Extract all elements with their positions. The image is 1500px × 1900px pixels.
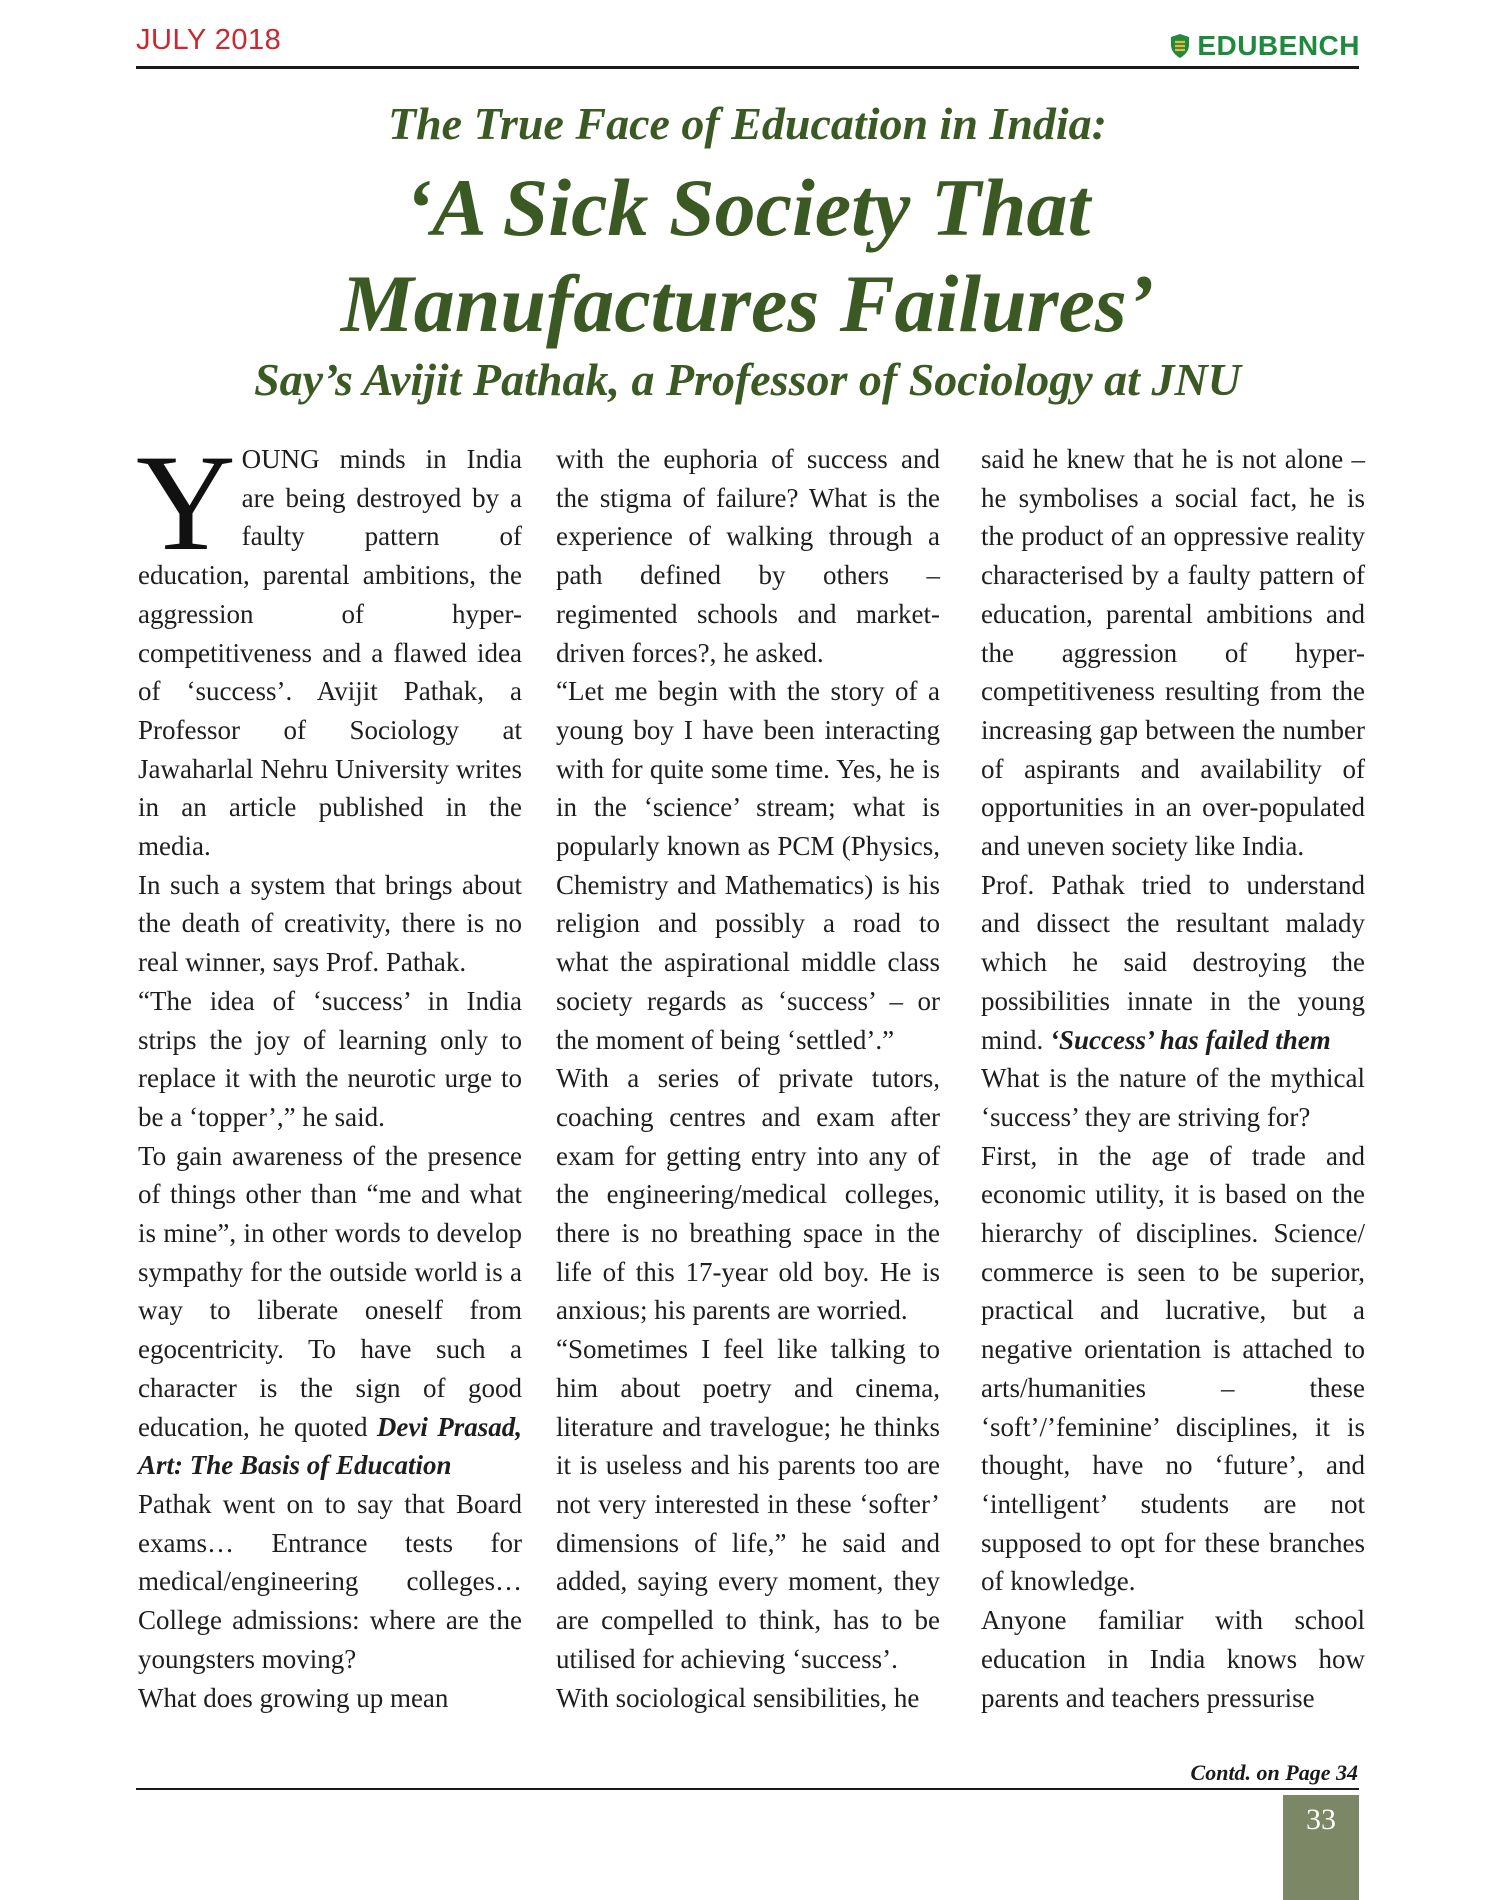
headline-title-line-2: Manufactures Failures’ <box>340 258 1155 349</box>
paragraph: “The idea of ‘success’ in India strips the joy of learning only to replace it with the neurotic urge to be a ‘topper’,” he said. <box>138 985 522 1132</box>
paragraph: Pathak went on to say that Board exams… Entrance tests for medical/engineering colleges… College admissions: where are the youngsters moving? <box>138 1488 522 1674</box>
article-column-2 <box>556 440 940 1717</box>
paragraph: What does growing up mean <box>138 1682 449 1713</box>
headline-kicker: The True Face of Education in India: <box>388 98 1107 149</box>
paragraph: Anyone familiar with school education in India knows how parents and teachers pressurise <box>981 1605 1365 1713</box>
paragraph <box>138 1137 522 1485</box>
paragraph: What is the nature of the mythical ‘success’ they are striving for? <box>981 1063 1365 1132</box>
headline-subtitle: Say’s Avijit Pathak, a Professor of Sociology at JNU <box>254 354 1241 405</box>
footer-rule <box>136 1788 1359 1790</box>
headline-title <box>136 160 1359 352</box>
drop-cap: Y <box>136 426 236 579</box>
continued-note: Contd. on Page 34 <box>1190 1760 1358 1785</box>
paragraph <box>981 866 1365 1060</box>
page-number: 33 <box>1283 1795 1359 1900</box>
paragraph <box>136 426 522 866</box>
section-subheading: ‘Success’ has failed them <box>1050 1024 1331 1055</box>
shield-icon <box>1169 33 1191 59</box>
header-rule <box>136 66 1359 69</box>
headline-title-line-1: ‘A Sick Society That <box>404 162 1091 253</box>
paragraph-text: To gain awareness of the presence of things other than “me and what is mine”, in other words to develop sympathy for the outside world is a way to liberate oneself from egocentricity. To have such a character is the sign of good education, he quoted <box>138 1140 522 1442</box>
article-column-3 <box>981 440 1365 1717</box>
paragraph: With sociological sensibilities, he <box>556 1682 920 1713</box>
issue-date: JULY 2018 <box>136 24 282 56</box>
paragraph: said he knew that he is not alone – he symbolises a social fact, he is the product of an oppressive reality characterised by a faulty pattern of education, parental ambitions and the aggression of hyper-competitiveness resulting from the increasing gap between the number of aspirants and availability of opportunities in an over-populated and uneven society like India. <box>981 444 1365 862</box>
paragraph: In such a system that brings about the death of creativity, there is no real winner, says Prof. Pathak. <box>138 869 522 978</box>
paragraph: With a series of private tutors, coaching centres and exam after exam for getting entry into any of the engineering/medical colleges, there is no breathing space in the life of this 17-year old boy. He is anxious; his parents are worried. <box>556 1063 940 1326</box>
paragraph: “Sometimes I feel like talking to him about poetry and cinema, literature and travelogue; he thinks it is useless and his parents too are not very interested in these ‘softer’ dimensions of life,” he said and added, saying every moment, they are compelled to think, has to be utilised for achieving ‘success’. <box>556 1334 940 1674</box>
article-column-1 <box>136 426 522 1717</box>
paragraph: “Let me begin with the story of a young boy I have been interacting with for quite some time. Yes, he is in the ‘science’ stream; what is popularly known as PCM (Physics, Chemistry and Mathematics) is his religion and possibly a road to what the aspirational middle class society regards as ‘success’ – or the moment of being ‘settled’.” <box>556 676 940 1055</box>
paragraph-text: Prof. Pathak tried to understand and dissect the resultant malady which he said destroying the possibilities innate in the young mind. <box>981 869 1365 1055</box>
logo-text: EDUBENCH <box>1197 30 1360 61</box>
paragraph-text: OUNG minds in India are being destroyed by a faulty pattern of education, parental ambitions, the aggression of hyper-competitiveness and a flawed idea of ‘success’. Avijit Pathak, a Professor of Sociology at Jawaharlal Nehru University writes in an article published in the media. <box>138 444 522 862</box>
paragraph: First, in the age of trade and economic utility, it is based on the hierarchy of disciplines. Science/ commerce is seen to be superior, practical and lucrative, but a negative orientation is attached to arts/humanities – these ‘soft’/’feminine’ disciplines, it is thought, have no ‘future’, and ‘intelligent’ students are not supposed to opt for these branches of knowledge. <box>981 1140 1365 1597</box>
book-citation: Devi Prasad, Art: The Basis of Education <box>138 1411 522 1481</box>
publication-logo <box>1169 30 1360 62</box>
paragraph: with the euphoria of success and the stigma of failure? What is the experience of walking through a path defined by others – regimented schools and market-driven forces?, he asked. <box>556 444 940 668</box>
